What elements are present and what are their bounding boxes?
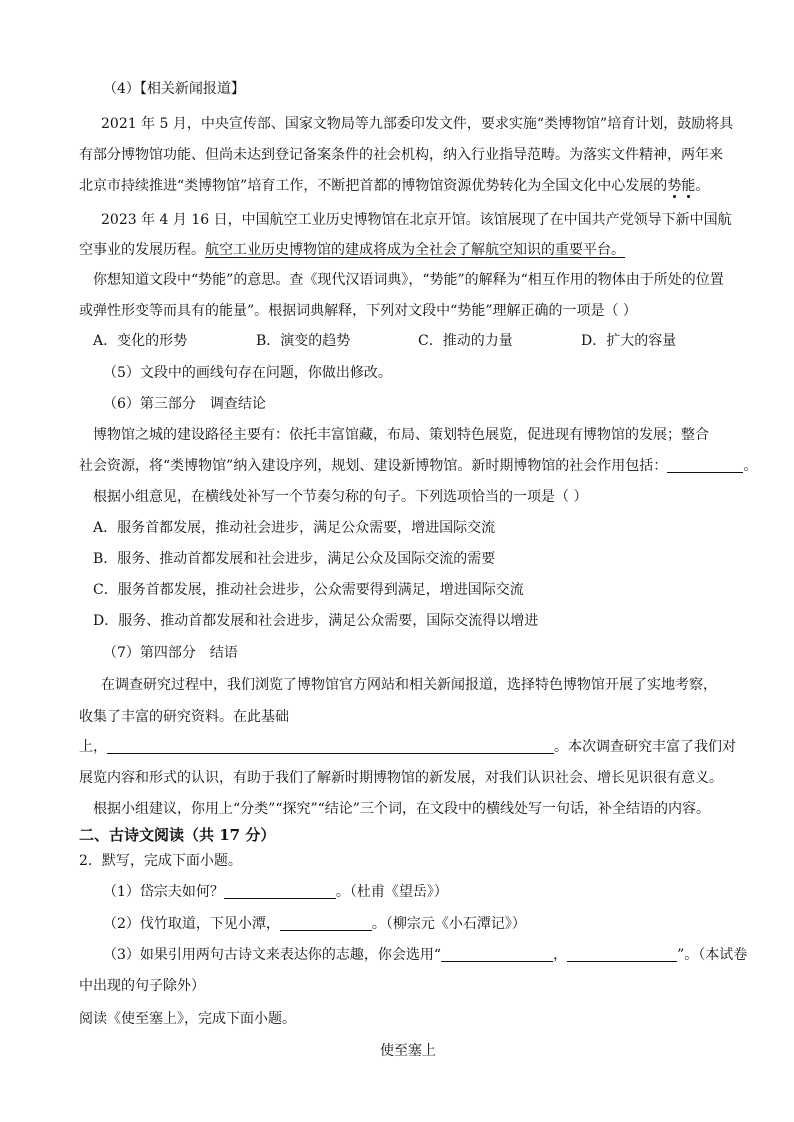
text-segment: 社会资源，将“类博物馆”纳入建设序列，规划、建设新博物馆。新时期博物馆的社会作用包括： (79, 458, 668, 474)
emphasis-char: 能 (681, 178, 696, 194)
text-segment: （1）岱宗夫如何？ (103, 884, 224, 900)
answer-blank[interactable] (667, 456, 743, 473)
news-paragraph-1-line-2: 有部分博物馆功能、但尚未达到登记备案条件的社会机构，纳入行业指导范畴。为落实文件精神，两年来 (79, 147, 723, 163)
news-paragraph-1-line-1: 2021 年 5 月，中央宣传部、国家文物局等九部委印发文件，要求实施“类博物馆”培育计划，鼓励将具 (101, 116, 734, 132)
closing-line-3 (79, 737, 736, 757)
answer-blank[interactable] (107, 737, 554, 754)
answer-blank[interactable] (224, 882, 336, 899)
option-b: B．演变的趋势 (256, 333, 351, 349)
text-segment: ， (553, 947, 568, 963)
closing-line-1: 在调查研究过程中，我们浏览了博物馆官方网站和相关新闻报道，选择特色博物馆开展了实地考察， (101, 677, 717, 693)
closing-line-4: 展览内容和形式的认识，有助于我们了解新时期博物馆的新发展，对我们认识社会、增长见识很有意义。 (79, 770, 723, 786)
question-2: 2．默写，完成下面小题。 (79, 853, 242, 869)
option-a: A．变化的形势 (93, 333, 188, 349)
section-4-heading: （4）【相关新闻报道】 (103, 81, 245, 97)
text-segment: 空事业的发展历程。 (79, 242, 205, 258)
news-paragraph-2-line-1: 2023 年 4 月 16 日，中国航空工业历史博物馆在北京开馆。该馆展现了在中国共产党领导下新中国航 (101, 212, 732, 228)
section-6-question: 根据小组意见，在横线处补写一个节奏匀称的句子。下列选项恰当的一项是（ ） (93, 489, 588, 505)
conclusion-line-1: 博物馆之城的建设路径主要有：依托丰富馆藏，布局、策划特色展览，促进现有博物馆的发展；整合 (93, 427, 709, 443)
text-segment: （3）如果引用两句古诗文来表达你的志趣，你会选用“ (103, 947, 442, 963)
option-d: D．扩大的容量 (581, 333, 677, 349)
text-segment: 。本次调查研究丰富了我们对 (554, 739, 736, 755)
text-segment: 。 (695, 178, 710, 194)
emphasis-char: 势 (667, 178, 682, 194)
option-b: B．服务、推动首都发展和社会进步，满足公众及国际交流的需要 (93, 551, 496, 567)
answer-blank[interactable] (567, 945, 677, 962)
conclusion-line-2 (79, 456, 757, 476)
section-6-heading: （6）第三部分 调查结论 (103, 396, 266, 412)
section-7-question: 根据小组建议，你用上“分类”“探究”“结论”三个词，在文段中的横线处写一句话，补全结语的内容。 (93, 801, 710, 817)
section-7-heading: （7）第四部分 结语 (103, 645, 238, 661)
option-d: D．服务、推动首都发展和社会进步，满足公众需要，国际交流得以增进 (93, 613, 539, 629)
question-line-1: 你想知道文段中“势能”的意思。查《现代汉语词典》，“势能”的解释为“相互作用的物体由于所处的位置 (93, 272, 724, 288)
news-paragraph-2-line-2 (79, 240, 625, 260)
section-5-text: （5）文段中的画线句存在问题，你做出修改。 (103, 365, 392, 381)
text-segment: （2）伐竹取道，下见小潭， (103, 916, 280, 932)
text-segment: 北京市持续推进“类博物馆”培育工作，不断把首都的博物馆资源优势转化为全国文化中心发展的 (79, 178, 668, 194)
answer-blank[interactable] (441, 945, 553, 962)
reading-instruction: 阅读《使至塞上》，完成下面小题。 (79, 1011, 296, 1027)
part-2-title: 二、古诗文阅读（共 17 分） (79, 826, 276, 844)
option-c: C．服务首都发展，推动社会进步，公众需要得到满足，增进国际交流 (93, 582, 524, 598)
question-line-2: 或弹性形变等而具有的能量”。根据词典解释，下列对文段中“势能”理解正确的一项是（ ） (79, 303, 637, 319)
closing-line-2: 收集了丰富的研究资料。在此基础 (79, 709, 289, 725)
text-segment: ”。（本试卷 (677, 947, 748, 963)
recitation-1 (103, 882, 448, 902)
option-c: C．推动的力量 (418, 333, 513, 349)
recitation-3 (103, 945, 747, 965)
text-segment: 。（柳宗元《小石潭记》） (371, 916, 526, 932)
recitation-3-line-2: 中出现的句子除外） (79, 978, 205, 994)
option-a: A．服务首都发展，推动社会进步，满足公众需要，增进国际交流 (93, 520, 496, 536)
news-paragraph-1-line-3 (79, 176, 709, 196)
text-segment: 。 (743, 458, 758, 474)
text-segment: 上， (79, 739, 107, 755)
recitation-2 (103, 914, 526, 934)
text-segment: 。（杜甫《望岳》） (335, 884, 448, 900)
answer-blank[interactable] (280, 914, 372, 931)
poem-title: 使至塞上 (380, 1043, 436, 1059)
underlined-sentence: 航空工业历史博物馆的建成将成为全社会了解航空知识的重要平台。 (205, 242, 625, 258)
